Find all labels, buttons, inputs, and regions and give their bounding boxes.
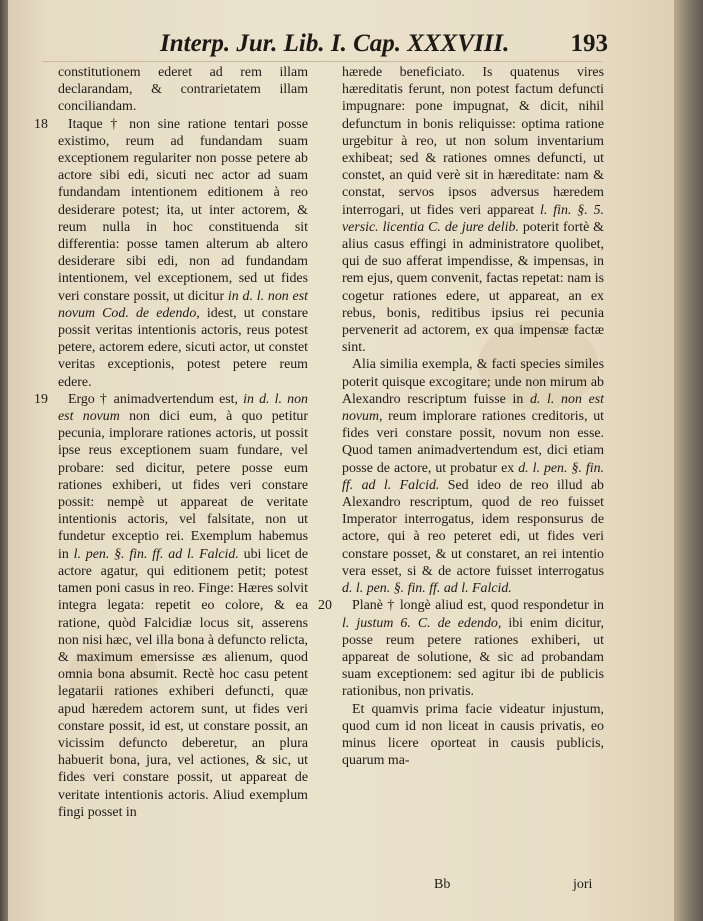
paragraph	[342, 64, 604, 356]
body-text: Et quamvis prima facie videatur injustum, quod cum id non liceat in causis privatis, eo minus licere oporteat in causis publicis, quarum ma-	[342, 701, 604, 769]
paragraph-number: 19	[34, 391, 48, 407]
body-text: reum implorare rationes creditoris, ut fides veri constare possit, novum non esse. Quod tamen animadvertendum est, dici etiam posse de actore, ut probatur ex	[342, 409, 604, 476]
body-text: Alia similia exempla, & facti species similes poterit quisque excogitare; unde non mirum ab Alexandro rescriptum fuisse in	[342, 357, 604, 407]
header-rule	[42, 61, 602, 62]
paragraph	[58, 64, 308, 116]
citation-text: in d. l. non est novum Cod. de edendo,	[58, 288, 308, 321]
body-text: non dici eum, à quo petitur pecunia, implorare rationes actoris, ut possit ipse reus exceptionem suam fundare, vel probare: sed dicitur, petere posse eum rationes exhiberi, ut fides veri constare possit: nempè ut appareat de veritate intentionis actoris, vel falsitate, non ut fundetur exceptio rei. Exemplum habemus in	[58, 409, 308, 562]
body-text: ubi licet de actore agatur, qui editionem petit; potest tamen poni casus in reo. Finge: Hæres solvit integra legata: repetit eo colore, & ea ratione, quòd Falcidiæ locus sit, asserens non nisi hæc, vel illa bona à defuncto relicta, & maximum emersisse æs alienum, quod omnia bona absumit. Rectè hoc casu petent legatarii rationes exhiberi defuncti, quæ apud hæredem actorem sunt, ut fides veri constare possit, id est, ut constare possit, an vicissim defuncto deberetur, an plura habuerit bona, jura, vel actiones, & sic, ut fides veri constare possit, ut appareat de veritate intentionis actoris. Aliud exemplum fingi posset in	[58, 546, 309, 820]
paragraph-number: 20	[318, 598, 332, 614]
signature-mark: Bb	[434, 877, 451, 892]
paragraph	[342, 701, 604, 770]
right-text-column	[318, 64, 604, 769]
body-text: Sed ideo de reo illud ab Alexandro rescriptum, quod de reo fuisset Imperator interrogatus, idem responsurus de actore, qui à reo peteret edi, ut fides veri constare posset, & ut constaret, an rei intentio vera esset, si & de actore fuisset interrogatus	[342, 477, 604, 579]
catchword: jori	[573, 877, 593, 892]
paragraph	[34, 391, 309, 821]
body-text: hærede beneficiato. Is quatenus vires hæreditatis ferunt, non potest factum defuncti impugnare: pone impugnat, & dicit, nihil defunctum in bonis reliquisse: optima ratione urgebitur à reo, ut non solum inventarium exhibeat; sed & rationes omnes defuncti, ut constet, an quid verè sit in hæreditate: nam & constat, servos ipsos adversus hæredem interrogari, ut fides veri appareat	[342, 65, 604, 218]
paragraph-number: 18	[34, 116, 48, 132]
page-number: 193	[570, 30, 608, 57]
citation-text: in d. l. non est novum	[58, 391, 308, 425]
body-text: constitutionem ederet ad rem illam declarandam, & contrarietatem illam conciliandam.	[58, 65, 308, 115]
running-title: Interp. Jur. Lib. I. Cap. XXXVIII.	[160, 30, 510, 57]
body-text: idest, ut constare possit veritas intentionis actoris, reus potest petere, actorem edere, sicuti actor, ut constet veritas exceptionis, potest petere reum edere.	[58, 305, 308, 390]
book-gutter-edge	[0, 0, 8, 921]
citation-text: l. fin. §. 5. versic. licentia C. de jure delib.	[342, 202, 604, 235]
paragraph	[34, 116, 308, 391]
paragraph	[342, 356, 604, 597]
page-edge-shadow	[674, 0, 703, 921]
citation-text: l. pen. §. fin. ff. ad l. Falcid.	[73, 546, 239, 562]
citation-text: d. l. non est novum,	[342, 391, 604, 425]
body-text: poterit fortè & alius casus effingi in administratore quolibet, qui de suo afferat impendisse, & impensas, in rem ejus, quem convenit, factas repetat: nam is cogetur rationes edere, ut appareat, an ex rebus, bonis, reditibus ipsius rei pecunia pervenerit ad actorem, ex qua impensæ factæ sint.	[342, 219, 604, 356]
citation-text: d. l. pen. §. fin. ff. ad l. Falcid.	[342, 460, 604, 493]
citation-text: d. l. pen. §. fin. ff. ad l. Falcid.	[342, 581, 512, 597]
paragraph	[318, 597, 604, 700]
body-text: Itaque † non sine ratione tentari posse existimo, reum ad fundandam suam exceptionem regulariter non posse petere ab actore sibi edi, sicuti nec actor ad suam fundandam intentionem editionem à reo desiderare potest; ita, ut inter actorem, & reum nulla in hoc constituenda sit differentia: posse tamen alterum ab altero desiderare sibi edi, non ad fundandam intentionem, vel exceptionem, sed ut fides veri constare possit, ut dicitur	[58, 116, 308, 304]
body-text: Planè † longè aliud est, quod respondetur in	[352, 598, 604, 614]
body-text: ibi enim dicitur, posse reum petere rationes exhiberi, ut appareat de solutione, & sic ad probandam suam exceptionem: sed agitur ibi de publicis rationibus, non privatis.	[342, 615, 604, 700]
left-text-column	[34, 64, 309, 821]
citation-text: l. justum 6. C. de edendo,	[342, 615, 502, 631]
body-text: Ergo † animadvertendum est,	[68, 391, 244, 407]
